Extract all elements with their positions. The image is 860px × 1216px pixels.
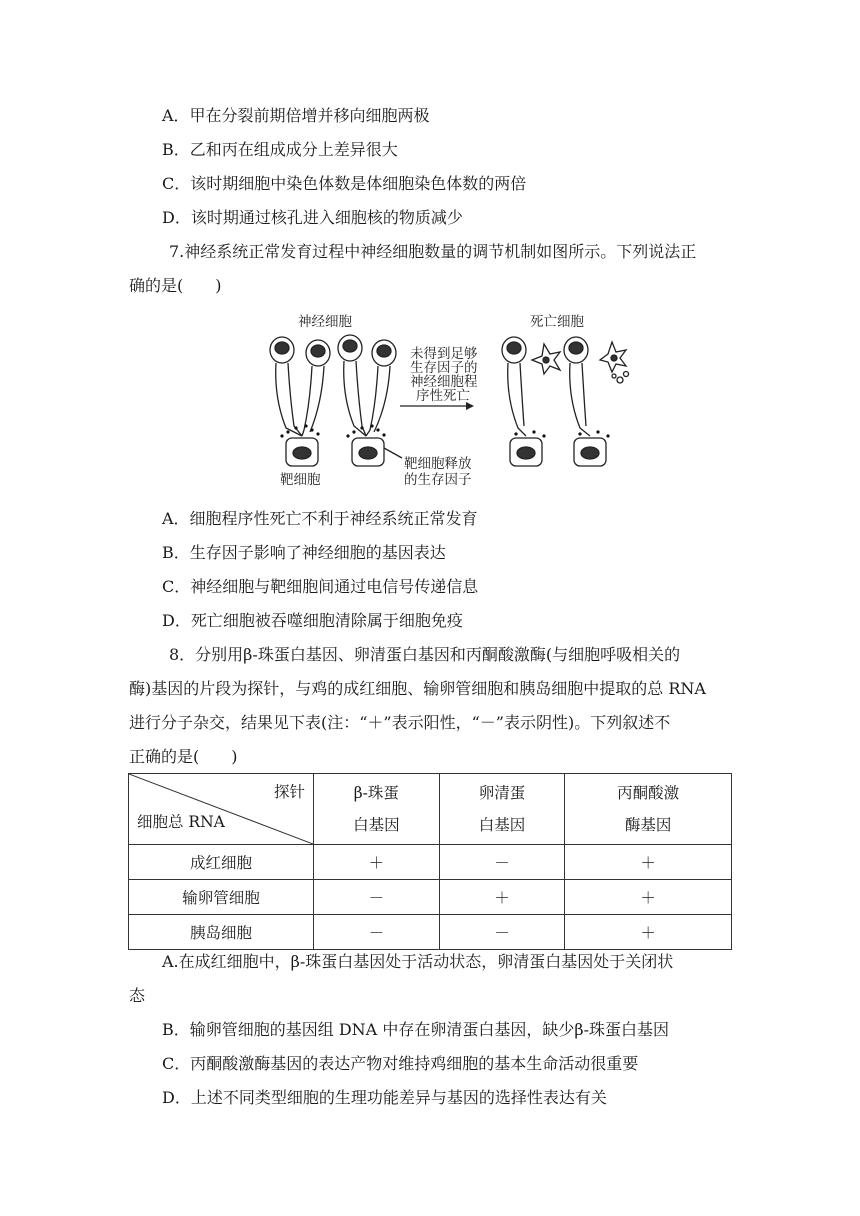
release-pointer [384, 448, 402, 458]
label-neuron: 神经细胞 [298, 314, 352, 330]
q7-option-b: B．生存因子影响了神经细胞的基因表达 [162, 543, 446, 562]
arrow-text-4: 序性死亡 [416, 388, 470, 404]
release-text-1: 靶细胞释放 [404, 456, 472, 472]
q8-option-a: A.在成红细胞中，β-珠蛋白基因处于活动状态，卵清蛋白基因处于关闭状 [162, 952, 674, 971]
label-target-cell: 靶细胞 [280, 472, 321, 488]
q8-option-c: C．丙酮酸激酶基因的表达产物对维持鸡细胞的基本生命活动很重要 [162, 1054, 639, 1073]
hybridization-table [128, 773, 732, 950]
dead-cell-2 [600, 342, 629, 383]
neuron-cell-2 [302, 340, 330, 436]
q7-stem-line1: 7.神经系统正常发育过程中神经细胞数量的调节机制如图所示。下列说法正 [169, 242, 697, 261]
neuron-cell-3 [338, 335, 366, 436]
q7-option-a: A．细胞程序性死亡不利于神经系统正常发育 [162, 509, 478, 528]
table-row [129, 845, 732, 880]
table-row [129, 915, 732, 950]
column-header-ovalbumin-line1: 卵清蛋 [478, 784, 526, 802]
q8-stem-line1: 8．分别用β-珠蛋白基因、卵清蛋白基因和丙酮酸激酶(与细胞呼吸相关的 [169, 645, 681, 664]
column-header-ovalbumin [439, 774, 565, 845]
table-corner-cell [129, 774, 314, 845]
row-value: － [439, 845, 565, 880]
target-cell-4 [574, 438, 606, 466]
target-cell-1 [286, 438, 318, 466]
q6-option-d: D．该时期通过核孔进入细胞核的物质减少 [162, 208, 463, 227]
row-cell-name: 输卵管细胞 [129, 880, 314, 915]
q6-option-a: A．甲在分裂前期倍增并移向细胞两极 [162, 106, 430, 125]
column-header-pyruvate-kinase [565, 774, 732, 845]
q7-option-c: C．神经细胞与靶细胞间通过电信号传递信息 [162, 577, 479, 596]
q8-stem-line4: 正确的是( ) [129, 747, 238, 766]
q8-option-d: D．上述不同类型细胞的生理功能差异与基因的选择性表达有关 [162, 1088, 607, 1107]
survival-factor-dots [280, 424, 609, 437]
q7-stem-line2: 确的是( ) [129, 276, 222, 295]
table-header-row [129, 774, 732, 845]
row-value: － [439, 915, 565, 950]
column-header-globin-line2: 白基因 [353, 816, 400, 834]
target-cell-3 [510, 438, 542, 466]
surviving-neuron-1 [502, 337, 526, 436]
q8-option-a-cont: 态 [129, 986, 146, 1005]
q8-stem-line2: 酶)基因的片段为探针，与鸡的成红细胞、输卵管细胞和胰岛细胞中提取的总 RNA [129, 679, 706, 698]
dead-cell-1 [532, 344, 560, 374]
row-value: － [314, 880, 440, 915]
column-header-pk-line1: 丙酮酸激 [617, 784, 680, 802]
label-dead-cell: 死亡细胞 [530, 314, 584, 330]
row-value: ＋ [565, 845, 732, 880]
row-value: ＋ [314, 845, 440, 880]
corner-probe-label: 探针 [273, 783, 305, 801]
release-text-2: 的生存因子 [404, 472, 472, 488]
neuron-cell-4 [366, 340, 396, 436]
arrow-text-2: 生存因子的 [410, 360, 478, 376]
column-header-pk-line2: 酶基因 [624, 816, 672, 834]
arrow-text-3: 神经细胞程 [410, 374, 478, 390]
q7-option-d: D．死亡细胞被吞噬细胞清除属于细胞免疫 [162, 611, 463, 630]
row-cell-name: 成红细胞 [129, 845, 314, 880]
table-row [129, 880, 732, 915]
neuron-apoptosis-figure [262, 308, 642, 493]
q8-option-b: B．输卵管细胞的基因组 DNA 中存在卵清蛋白基因，缺少β-珠蛋白基因 [162, 1020, 669, 1039]
neuron-cell-1 [270, 337, 302, 436]
surviving-neuron-2 [564, 337, 590, 436]
column-header-globin-line1: β-珠蛋 [353, 784, 399, 802]
row-cell-name: 胰岛细胞 [129, 915, 314, 950]
arrow-text-1: 未得到足够 [410, 346, 478, 362]
column-header-ovalbumin-line2: 白基因 [478, 816, 526, 834]
column-header-globin [314, 774, 440, 845]
corner-rna-label: 细胞总 RNA [137, 813, 225, 831]
row-value: － [314, 915, 440, 950]
target-cell-2 [352, 438, 384, 466]
q8-stem-line3: 进行分子杂交，结果见下表(注：“＋”表示阳性，“－”表示阴性)。下列叙述不 [129, 713, 671, 732]
row-value: ＋ [565, 915, 732, 950]
row-value: ＋ [439, 880, 565, 915]
row-value: ＋ [565, 880, 732, 915]
q6-option-b: B．乙和丙在组成成分上差异很大 [162, 140, 398, 159]
q6-option-c: C．该时期细胞中染色体数是体细胞染色体数的两倍 [162, 174, 527, 193]
